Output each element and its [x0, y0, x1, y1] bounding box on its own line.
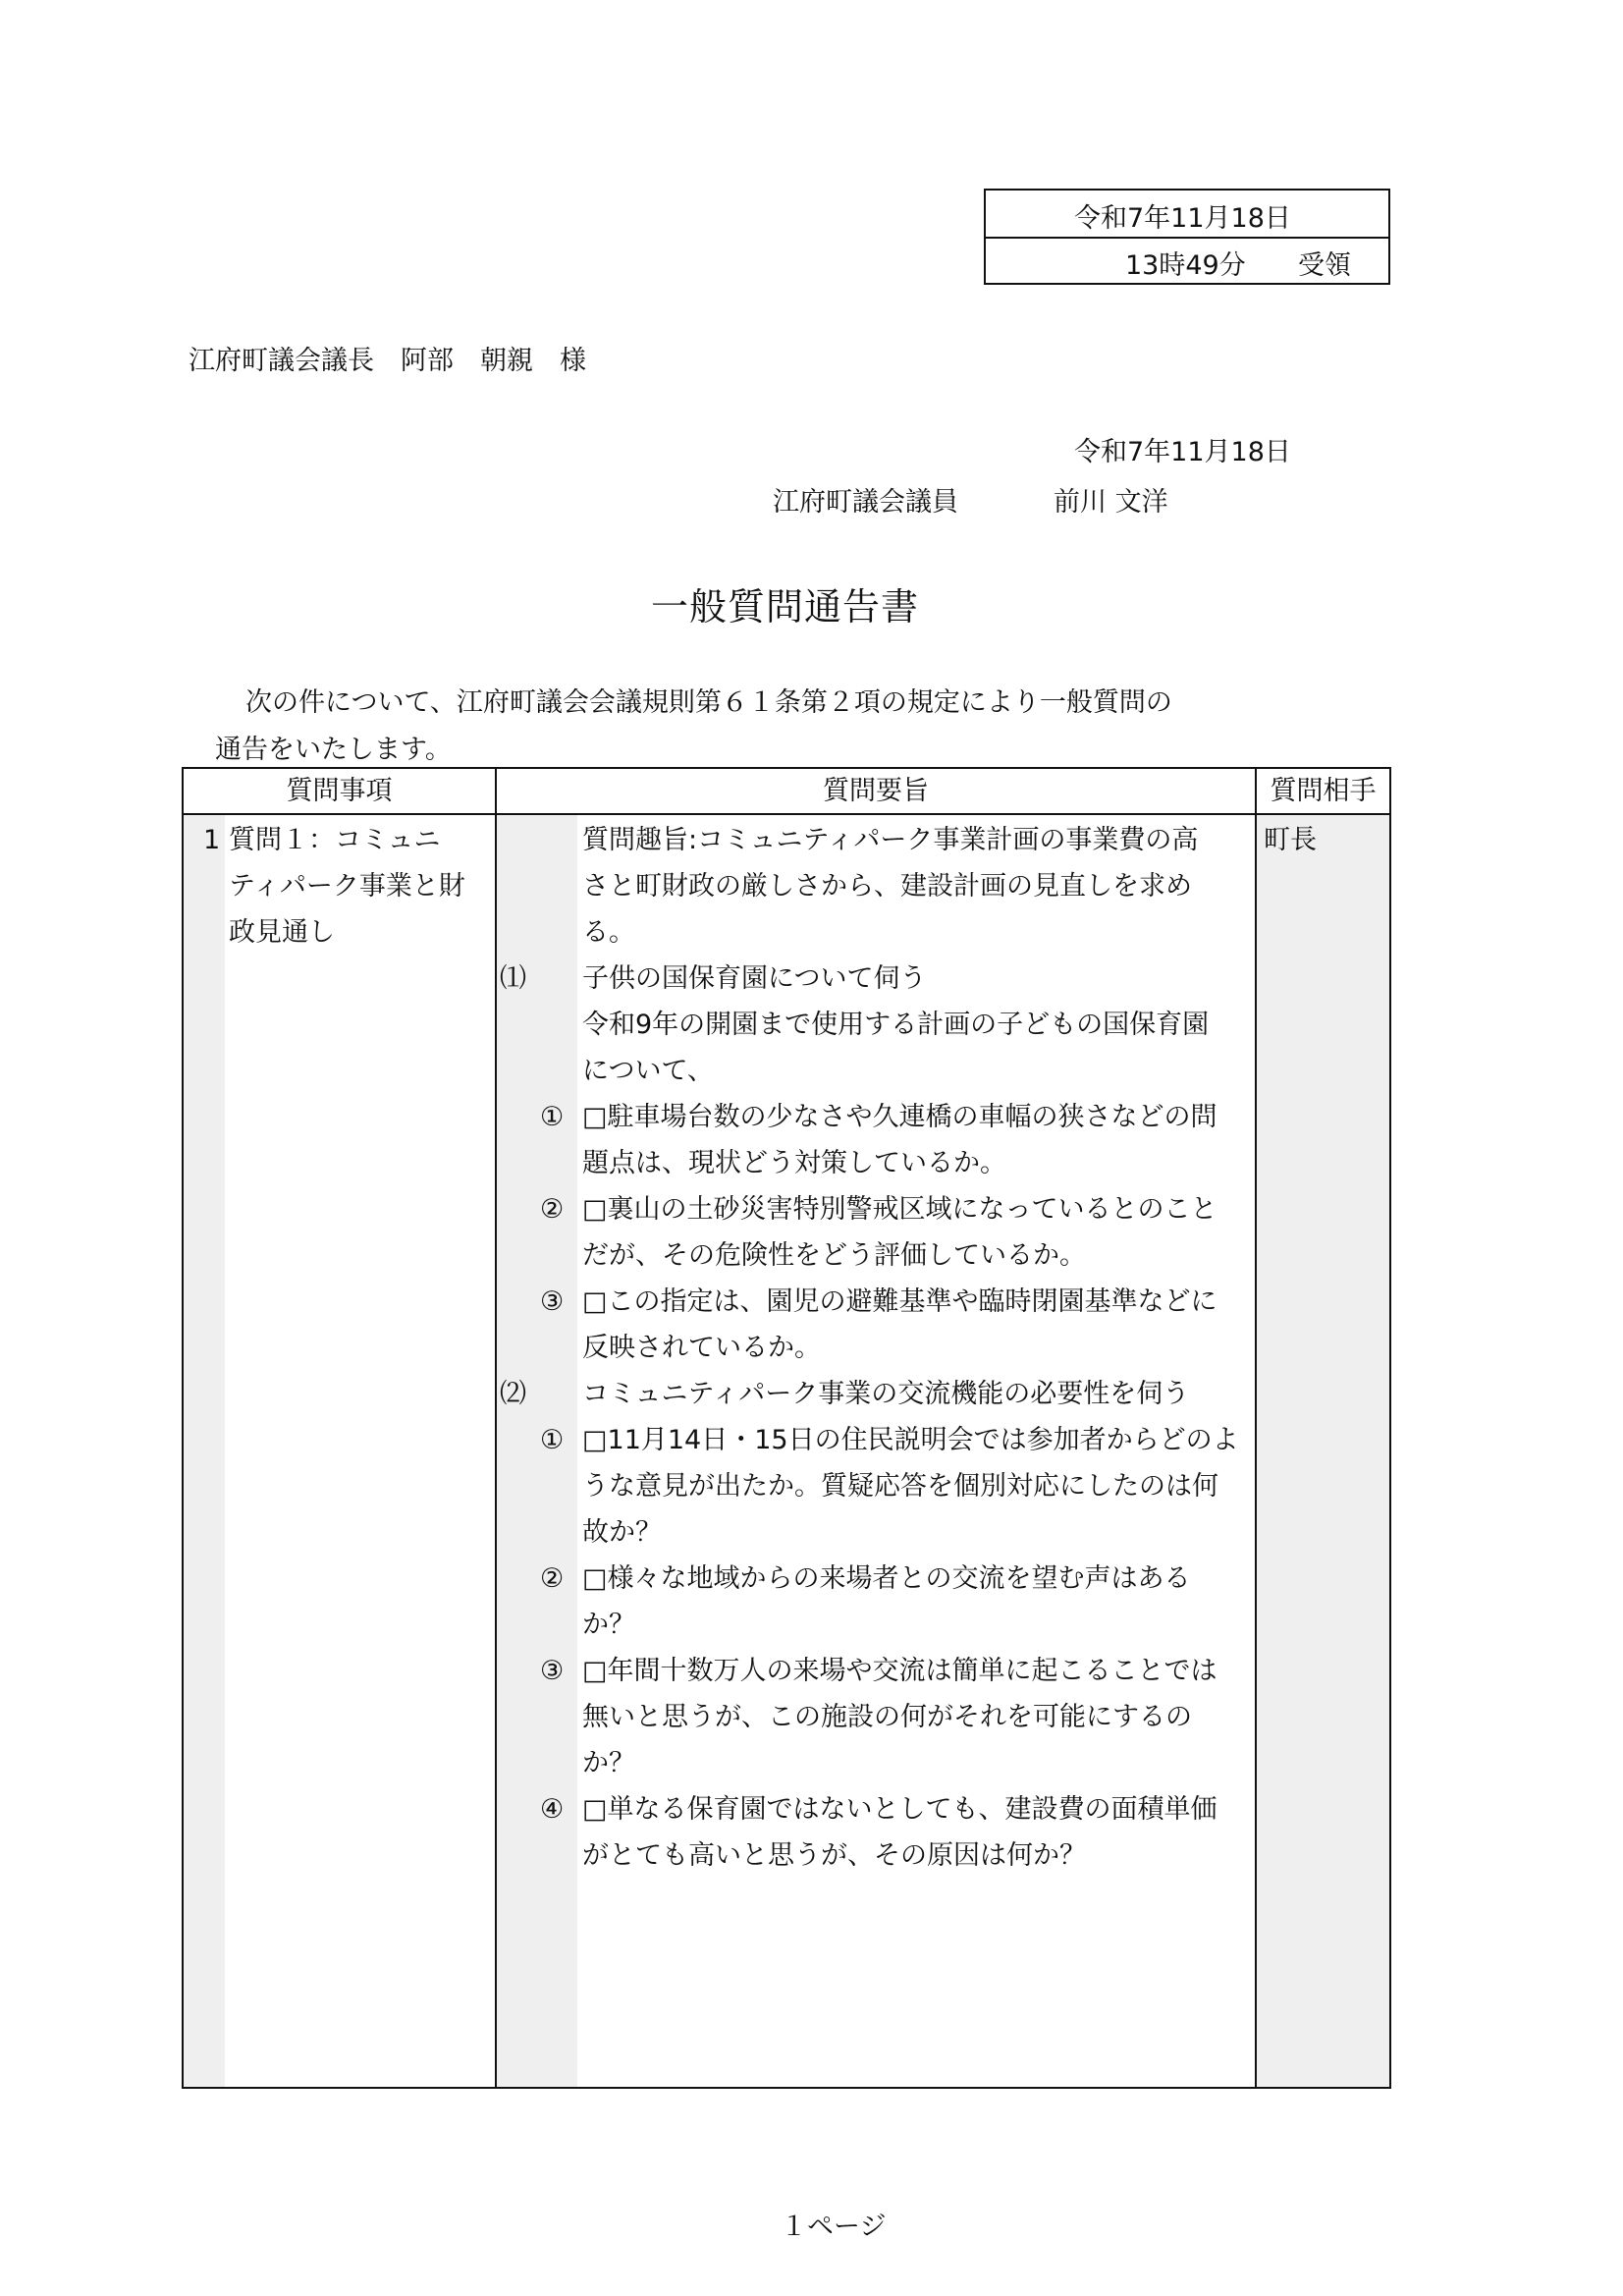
summary-line: コミュニティパーク事業の交流機能の必要性を伺う — [582, 1379, 1190, 1409]
subject-line: ティパーク事業と財 — [229, 871, 465, 902]
respondent-column-shade — [1257, 815, 1389, 2087]
intro-line-2: 通告をいたします。 — [215, 735, 452, 765]
header-respondent: 質問相手 — [1270, 776, 1377, 806]
submission-date: 令和7年11月18日 — [1074, 437, 1291, 467]
summary-line: 反映されているか。 — [582, 1333, 821, 1363]
header-summary: 質問要旨 — [823, 776, 929, 806]
receipt-date: 令和7年11月18日 — [1074, 203, 1291, 234]
item-number: 1 — [203, 825, 221, 855]
item-marker: ③ — [540, 1286, 565, 1317]
page-number: １ページ — [781, 2212, 887, 2242]
summary-line: 令和9年の開園まで使用する計画の子どもの国保育園 — [582, 1010, 1210, 1040]
item-marker: ③ — [540, 1656, 565, 1686]
member-title: 江府町議会議員 — [773, 487, 958, 518]
summary-line: □この指定は、園児の避難基準や臨時閉園基準などに — [582, 1286, 1217, 1317]
summary-line: □様々な地域からの来場者との交流を望む声はある — [582, 1563, 1191, 1594]
subject-line: 政見通し — [229, 917, 335, 948]
summary-line: 題点は、現状どう対策しているか。 — [582, 1148, 1006, 1178]
summary-line: □裏山の土砂災害特別警戒区域になっているとのこと — [582, 1194, 1217, 1225]
subquestion-marker: ⑴ — [500, 963, 526, 994]
summary-line: か？ — [582, 1610, 635, 1640]
summary-line: 故か？ — [582, 1517, 662, 1548]
item-marker: ② — [540, 1194, 565, 1225]
respondent: 町長 — [1264, 825, 1317, 855]
receipt-time: 13時49分 — [1125, 250, 1246, 281]
item-marker: ② — [540, 1563, 565, 1594]
member-name: 前川 文洋 — [1054, 487, 1168, 518]
summary-line: 無いと思うが、この施設の何がそれを可能にするの — [582, 1702, 1192, 1732]
document-title: 一般質問通告書 — [651, 585, 920, 629]
summary-line: □年間十数万人の来場や交流は簡単に起こることでは — [582, 1656, 1217, 1686]
receipt-stamp — [984, 189, 1390, 285]
summary-line: か？ — [582, 1748, 635, 1778]
summary-line: □単なる保育園ではないとしても、建設費の面積単価 — [582, 1794, 1217, 1825]
header-divider — [184, 813, 1389, 815]
number-column-shade — [184, 815, 225, 2087]
subquestion-marker: ⑵ — [500, 1379, 526, 1409]
intro-line-1: 次の件について、江府町議会会議規則第６１条第２項の規定により一般質問の — [245, 687, 1172, 718]
question-table — [182, 767, 1391, 2089]
column-divider — [1255, 769, 1257, 2087]
summary-line: について、 — [582, 1056, 714, 1086]
addressee: 江府町議会議長 阿部 朝親 様 — [189, 346, 586, 376]
summary-line: さと町財政の厳しさから、建設計画の見直しを求め — [582, 871, 1192, 902]
item-marker: ④ — [540, 1794, 565, 1825]
summary-line: だが、その危険性をどう評価しているか。 — [582, 1240, 1086, 1271]
marker-column-shade — [497, 815, 577, 2087]
item-marker: ① — [540, 1425, 565, 1455]
summary-line: □11月14日・15日の住民説明会では参加者からどのよ — [582, 1425, 1239, 1455]
subject-line: 質問１：コミュニ — [229, 825, 441, 855]
summary-line: る。 — [582, 917, 635, 948]
summary-line: 子供の国保育園について伺う — [582, 963, 927, 994]
column-divider — [495, 769, 497, 2087]
summary-line: 質問趣旨:コミュニティパーク事業計画の事業費の高 — [582, 825, 1199, 855]
summary-line: がとても高いと思うが、その原因は何か？ — [582, 1840, 1086, 1871]
summary-line: うな意見が出たか。質疑応答を個別対応にしたのは何 — [582, 1471, 1218, 1502]
header-subject: 質問事項 — [286, 776, 393, 806]
receipt-status: 受領 — [1298, 250, 1351, 281]
item-marker: ① — [540, 1102, 565, 1132]
summary-line: □駐車場台数の少なさや久連橋の車幅の狭さなどの問 — [582, 1102, 1217, 1132]
